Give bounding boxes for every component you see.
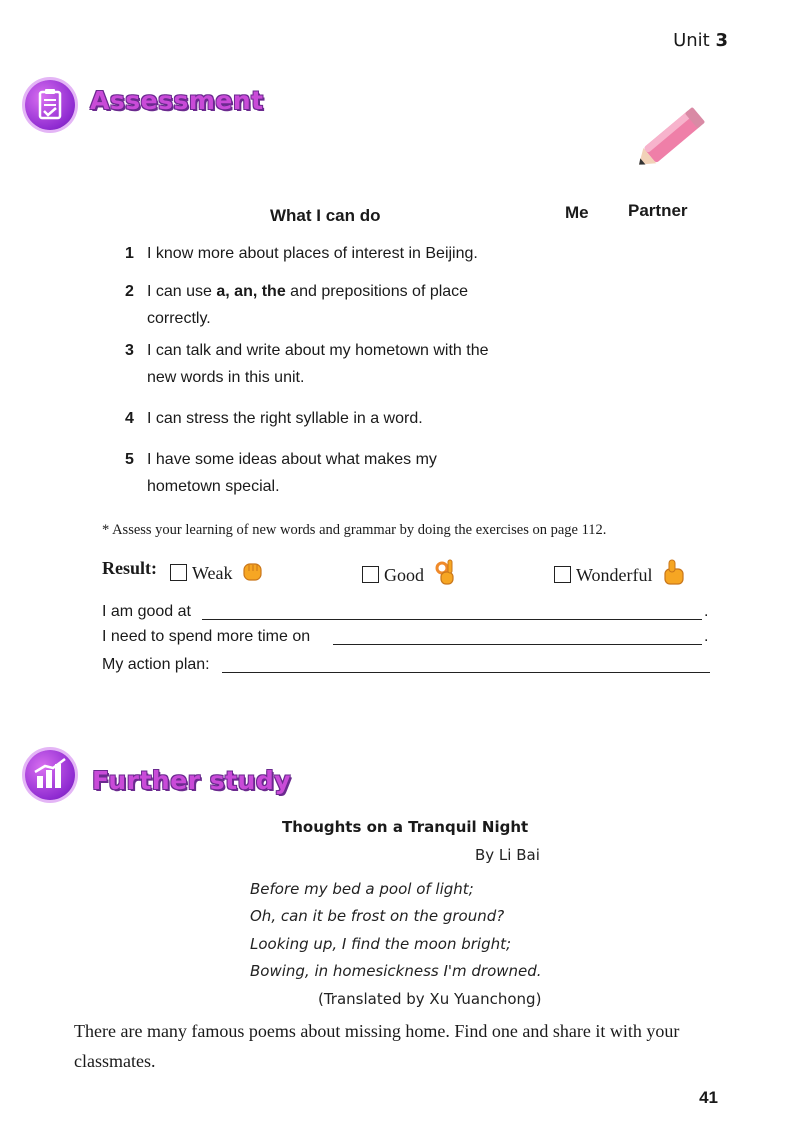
weak-checkbox[interactable] [170,564,187,581]
fist-icon [241,558,265,589]
need-more-label: I need to spend more time on [102,628,311,645]
list-item: 5 I have some ideas about what makes my hometown special. [125,451,437,495]
poem-author: By Li Bai [475,846,540,864]
poem-line: Bowing, in homesickness I'm drowned. [250,962,542,980]
column-partner: Partner [628,201,688,220]
thumbs-up-icon [661,558,687,591]
poem-title: Thoughts on a Tranquil Night [282,818,529,836]
poem-line: Before my bed a pool of light; [250,880,474,898]
good-at-label: I am good at [102,603,191,620]
bar-chart-icon [25,750,75,800]
list-item: 4 I can stress the right syllable in a word. [125,410,423,427]
good-checkbox[interactable] [362,566,379,583]
need-more-blank[interactable] [333,644,702,645]
good-at-blank[interactable] [202,619,702,620]
column-me: Me [565,203,589,222]
result-label: Result: [102,558,157,578]
action-plan-blank[interactable] [222,672,710,673]
option-weak[interactable]: Weak [170,558,265,589]
clipboard-icon [25,80,75,130]
assessment-note: * Assess your learning of new words and grammar by doing the exercises on page 112. [102,522,607,538]
option-wonderful[interactable]: Wonderful [554,558,687,591]
list-item: 1 I know more about places of interest in Beijing. [125,245,478,262]
poem-line: Oh, can it be frost on the ground? [250,907,505,925]
period: . [704,628,709,645]
option-good[interactable]: Good [362,558,457,591]
list-item: 3 I can talk and write about my hometown with the new words in this unit. [125,342,489,386]
page-number: 41 [699,1088,718,1107]
pencil-icon [625,95,720,184]
further-study-title: Further study [92,766,292,795]
list-item: 2 I can use a, an, the and prepositions of place correctly. [125,283,469,327]
ok-hand-icon [433,558,457,591]
unit-label: Unit 3 [673,30,728,51]
period: . [704,603,709,620]
wonderful-checkbox[interactable] [554,566,571,583]
column-what-i-can-do: What I can do [270,206,381,225]
closing-text: There are many famous poems about missing home. Find one and share it with your classmates. [74,1021,680,1071]
action-plan-label: My action plan: [102,656,210,673]
poem-translator: (Translated by Xu Yuanchong) [318,990,542,1008]
poem-line: Looking up, I find the moon bright; [250,935,512,953]
assessment-title: Assessment [90,86,264,115]
